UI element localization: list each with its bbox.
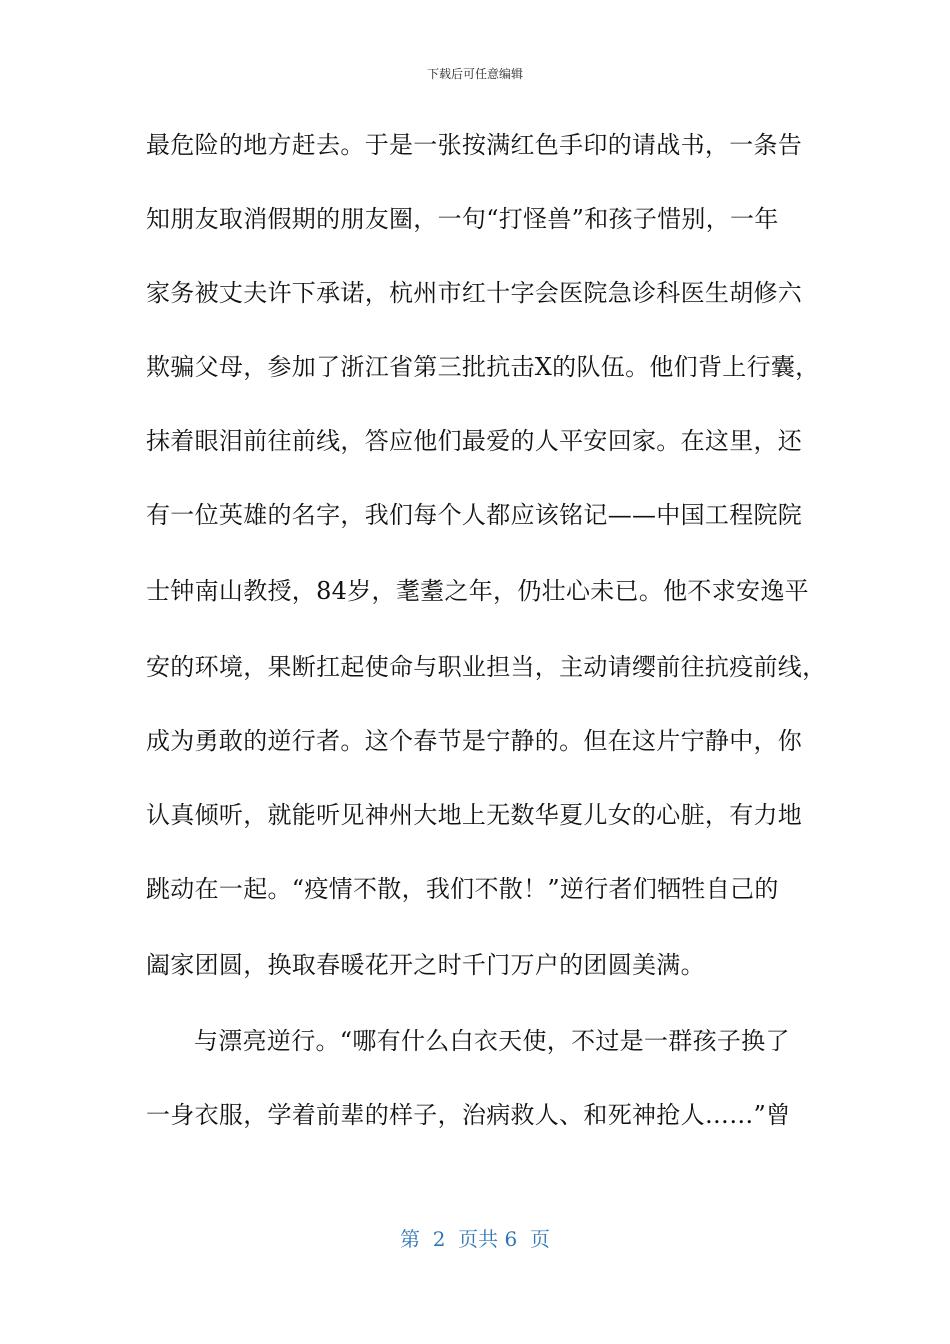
body-line: 欺骗父母，参加了浙江省第三批抗击X的队伍。他们背上行囊，	[146, 353, 820, 381]
body-line: 成为勇敢的逆行者。这个春节是宁静的。但在这片宁静中，你	[146, 727, 803, 755]
body-line: 一身衣服，学着前辈的样子，治病救人、和死神抢人……”曾	[146, 1101, 791, 1129]
body-line: 最危险的地方赶去。于是一张按满红色手印的请战书，一条告	[146, 131, 803, 159]
body-line: 安的环境，果断扛起使命与职业担当，主动请缨前往抗疫前线，	[146, 653, 827, 681]
body-line: 家务被丈夫许下承诺，杭州市红十字会医院急诊科医生胡修六	[146, 279, 803, 307]
page-header: 下载后可任意编辑	[426, 67, 523, 81]
body-line: 阖家团圆，换取春暖花开之时千门万户的团圆美满。	[146, 951, 705, 979]
body-line-paragraph-start: 与漂亮逆行。“哪有什么白衣天使，不过是一群孩子换了	[194, 1027, 790, 1055]
body-line: 跳动在一起。“疫情不散，我们不散！”逆行者们牺牲自己的	[146, 875, 779, 903]
page-number-footer: 第 2 页共 6 页	[400, 1227, 550, 1251]
body-line: 士钟南山教授，84岁，耄耋之年，仍壮心未已。他不求安逸平	[146, 577, 809, 605]
body-line: 认真倾听，就能听见神州大地上无数华夏儿女的心脏，有力地	[146, 801, 803, 829]
body-line: 抹着眼泪前往前线，答应他们最爱的人平安回家。在这里，还	[146, 427, 803, 455]
body-line: 知朋友取消假期的朋友圈，一句“打怪兽”和孩子惜别，一年	[146, 205, 779, 233]
body-line: 有一位英雄的名字，我们每个人都应该铭记——中国工程院院	[146, 501, 803, 529]
